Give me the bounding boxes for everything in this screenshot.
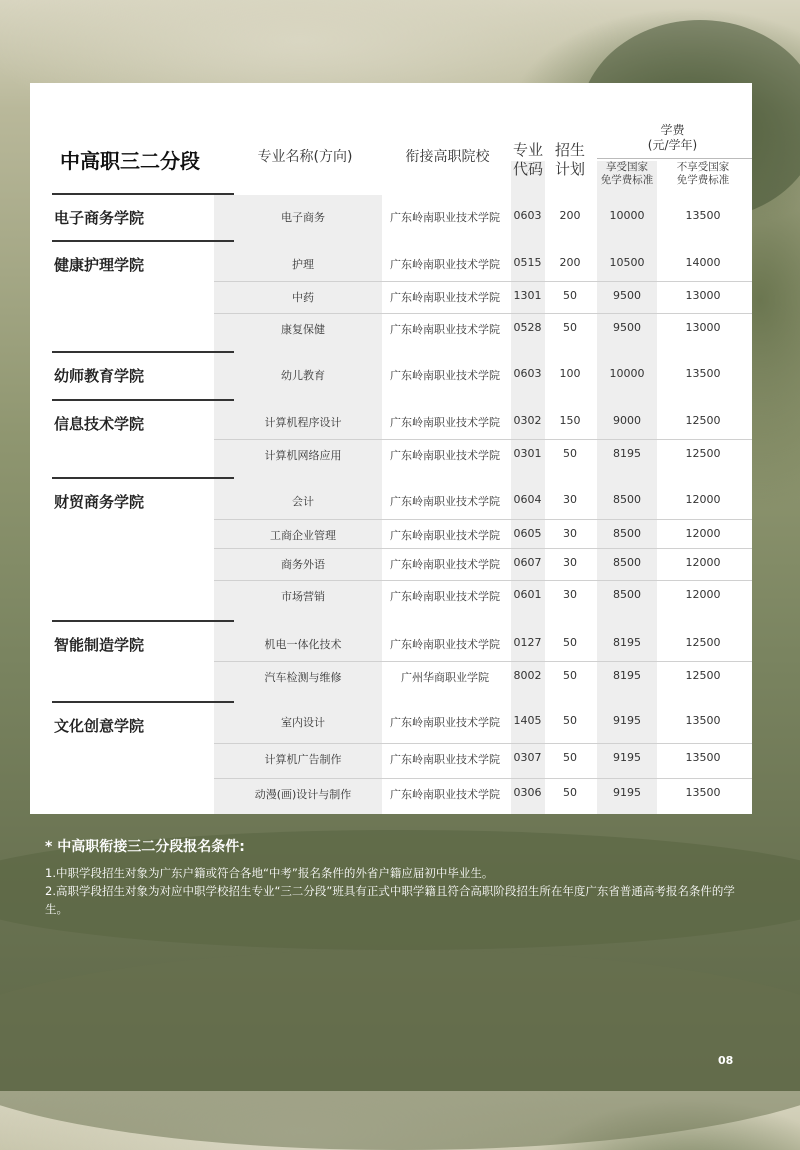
cell-code: 0601	[513, 588, 542, 601]
cell-plan: 200	[559, 256, 581, 269]
row-divider	[214, 778, 752, 779]
cell-code: 0302	[513, 414, 542, 427]
department-name: 健康护理学院	[54, 256, 145, 274]
cell-fee-b: 13500	[685, 209, 721, 222]
cell-fee-a: 9195	[613, 751, 641, 764]
cell-fee-a: 10000	[609, 209, 645, 222]
cell-fee-b: 12000	[685, 493, 721, 506]
cell-code: 1405	[513, 714, 542, 727]
header-code-line1: 专业	[512, 141, 543, 159]
cell-fee-b: 14000	[685, 256, 721, 269]
cell-code: 0603	[513, 367, 542, 380]
cell-school: 广东岭南职业技术学院	[390, 323, 500, 336]
cell-fee-a: 8500	[613, 527, 641, 540]
header-fee-b-line2: 免学费标准	[676, 174, 730, 187]
cell-major: 会计	[292, 495, 314, 508]
header-plan-line1: 招生	[554, 141, 585, 159]
department-rule	[52, 701, 234, 703]
cell-school: 广东岭南职业技术学院	[390, 529, 500, 542]
cell-plan: 50	[563, 321, 577, 334]
cell-plan: 30	[563, 556, 577, 569]
cell-code: 0605	[513, 527, 542, 540]
department-name: 文化创意学院	[54, 717, 145, 735]
cell-fee-a: 8195	[613, 669, 641, 682]
header-plan	[548, 141, 592, 179]
cell-fee-b: 12500	[685, 447, 721, 460]
notes-section	[45, 836, 745, 918]
cell-fee-a: 8500	[613, 493, 641, 506]
cell-fee-b: 13000	[685, 321, 721, 334]
background-lawn	[0, 950, 800, 1150]
cell-plan: 200	[559, 209, 581, 222]
cell-fee-b: 12500	[685, 414, 721, 427]
cell-plan: 100	[559, 367, 581, 380]
cell-fee-a: 9195	[613, 786, 641, 799]
cell-fee-b: 12000	[685, 556, 721, 569]
cell-school: 广东岭南职业技术学院	[390, 590, 500, 603]
cell-school: 广东岭南职业技术学院	[390, 495, 500, 508]
cell-fee-b: 13000	[685, 289, 721, 302]
cell-school: 广东岭南职业技术学院	[390, 558, 500, 571]
header-fee-a-line2: 免学费标准	[600, 174, 654, 187]
cell-fee-b: 12500	[685, 669, 721, 682]
header-fee-b-line1: 不享受国家	[676, 161, 730, 173]
cell-major: 室内设计	[281, 716, 325, 729]
cell-fee-a: 9195	[613, 714, 641, 727]
cell-major: 计算机网络应用	[264, 449, 342, 462]
cell-school: 广东岭南职业技术学院	[390, 716, 500, 729]
header-fee-line2: (元/学年)	[647, 138, 698, 152]
cell-code: 1301	[513, 289, 542, 302]
cell-fee-a: 8500	[613, 556, 641, 569]
row-divider	[214, 661, 752, 662]
cell-fee-b: 13500	[685, 367, 721, 380]
header-fee	[597, 123, 748, 153]
row-divider	[214, 580, 752, 581]
department-name: 智能制造学院	[54, 636, 145, 654]
header-fee-rule	[597, 158, 752, 159]
department-rule	[52, 620, 234, 622]
cell-school: 广东岭南职业技术学院	[390, 258, 500, 271]
cell-fee-b: 12500	[685, 636, 721, 649]
cell-fee-b: 12000	[685, 527, 721, 540]
cell-code: 0127	[513, 636, 542, 649]
cell-fee-b: 13500	[685, 786, 721, 799]
header-fee-b	[658, 161, 748, 187]
row-divider	[214, 313, 752, 314]
cell-code: 0301	[513, 447, 542, 460]
cell-fee-a: 9000	[613, 414, 641, 427]
cell-plan: 50	[563, 636, 577, 649]
cell-plan: 50	[563, 669, 577, 682]
header-major: 专业名称(方向)	[257, 149, 353, 165]
cell-code: 0604	[513, 493, 542, 506]
header-plan-line2: 计划	[554, 159, 585, 178]
row-divider	[214, 281, 752, 282]
cell-major: 护理	[292, 258, 314, 271]
department-rule	[52, 399, 234, 401]
cell-major: 汽车检测与维修	[264, 671, 342, 684]
department-rule	[52, 193, 234, 195]
note-item: 2.高职学段招生对象为对应中职学校招生专业“三二分段”班具有正式中职学籍且符合高职阶段招生所在年度广东省普通高考报名条件的学生。	[45, 884, 735, 916]
cell-major: 电子商务	[281, 211, 325, 224]
cell-code: 0515	[513, 256, 542, 269]
cell-plan: 150	[559, 414, 581, 427]
cell-major: 动漫(画)设计与制作	[254, 788, 352, 801]
cell-major: 中药	[292, 291, 314, 304]
department-name: 信息技术学院	[54, 415, 145, 433]
cell-school: 广东岭南职业技术学院	[390, 416, 500, 429]
cell-major: 商务外语	[281, 558, 325, 571]
cell-school: 广东岭南职业技术学院	[390, 753, 500, 766]
cell-fee-a: 10000	[609, 367, 645, 380]
cell-fee-a: 8500	[613, 588, 641, 601]
cell-fee-b: 12000	[685, 588, 721, 601]
cell-code: 0603	[513, 209, 542, 222]
cell-plan: 50	[563, 447, 577, 460]
cell-school: 广东岭南职业技术学院	[390, 788, 500, 801]
cell-major: 计算机广告制作	[264, 753, 342, 766]
cell-major: 机电一体化技术	[264, 638, 342, 651]
cell-plan: 30	[563, 527, 577, 540]
cell-school: 广东岭南职业技术学院	[390, 638, 500, 651]
department-rule	[52, 351, 234, 353]
note-item: 1.中职学段招生对象为广东户籍或符合各地“中考”报名条件的外省户籍应届初中毕业生。	[45, 866, 494, 880]
cell-school: 广东岭南职业技术学院	[390, 291, 500, 304]
cell-plan: 30	[563, 493, 577, 506]
cell-major: 幼儿教育	[281, 369, 325, 382]
header-code	[508, 141, 548, 179]
cell-plan: 50	[563, 714, 577, 727]
cell-code: 0607	[513, 556, 542, 569]
cell-fee-b: 13500	[685, 714, 721, 727]
cell-school: 广州华商职业学院	[401, 671, 489, 684]
cell-fee-a: 10500	[609, 256, 645, 269]
cell-plan: 50	[563, 289, 577, 302]
department-name: 幼师教育学院	[54, 367, 145, 385]
department-rule	[52, 240, 234, 242]
cell-major: 市场营销	[281, 590, 325, 603]
cell-code: 0528	[513, 321, 542, 334]
cell-code: 8002	[513, 669, 542, 682]
header-school: 衔接高职院校	[405, 149, 490, 165]
header-code-line2: 代码	[512, 159, 543, 178]
department-rule	[52, 477, 234, 479]
row-divider	[214, 743, 752, 744]
cell-fee-b: 13500	[685, 751, 721, 764]
cell-fee-a: 8195	[613, 447, 641, 460]
cell-fee-a: 9500	[613, 289, 641, 302]
row-divider	[214, 548, 752, 549]
cell-major: 工商企业管理	[270, 529, 336, 542]
cell-plan: 50	[563, 751, 577, 764]
header-fee-a-line1: 享受国家	[606, 161, 648, 173]
cell-plan: 30	[563, 588, 577, 601]
notes-title: * 中高职衔接三二分段报名条件:	[45, 839, 245, 855]
page-title: 中高职三二分段	[60, 149, 200, 173]
cell-school: 广东岭南职业技术学院	[390, 211, 500, 224]
cell-school: 广东岭南职业技术学院	[390, 369, 500, 382]
cell-major: 康复保健	[281, 323, 325, 336]
cell-code: 0306	[513, 786, 542, 799]
cell-major: 计算机程序设计	[264, 416, 342, 429]
cell-code: 0307	[513, 751, 542, 764]
row-divider	[214, 439, 752, 440]
department-name: 财贸商务学院	[54, 493, 145, 511]
cell-plan: 50	[563, 786, 577, 799]
cell-fee-a: 9500	[613, 321, 641, 334]
row-divider	[214, 519, 752, 520]
cell-school: 广东岭南职业技术学院	[390, 449, 500, 462]
cell-fee-a: 8195	[613, 636, 641, 649]
page-number: 08	[718, 1054, 734, 1067]
header-fee-line1: 学费	[660, 123, 685, 137]
enrollment-table-panel	[30, 83, 752, 814]
header-fee-a	[597, 161, 657, 187]
department-name: 电子商务学院	[54, 209, 145, 227]
